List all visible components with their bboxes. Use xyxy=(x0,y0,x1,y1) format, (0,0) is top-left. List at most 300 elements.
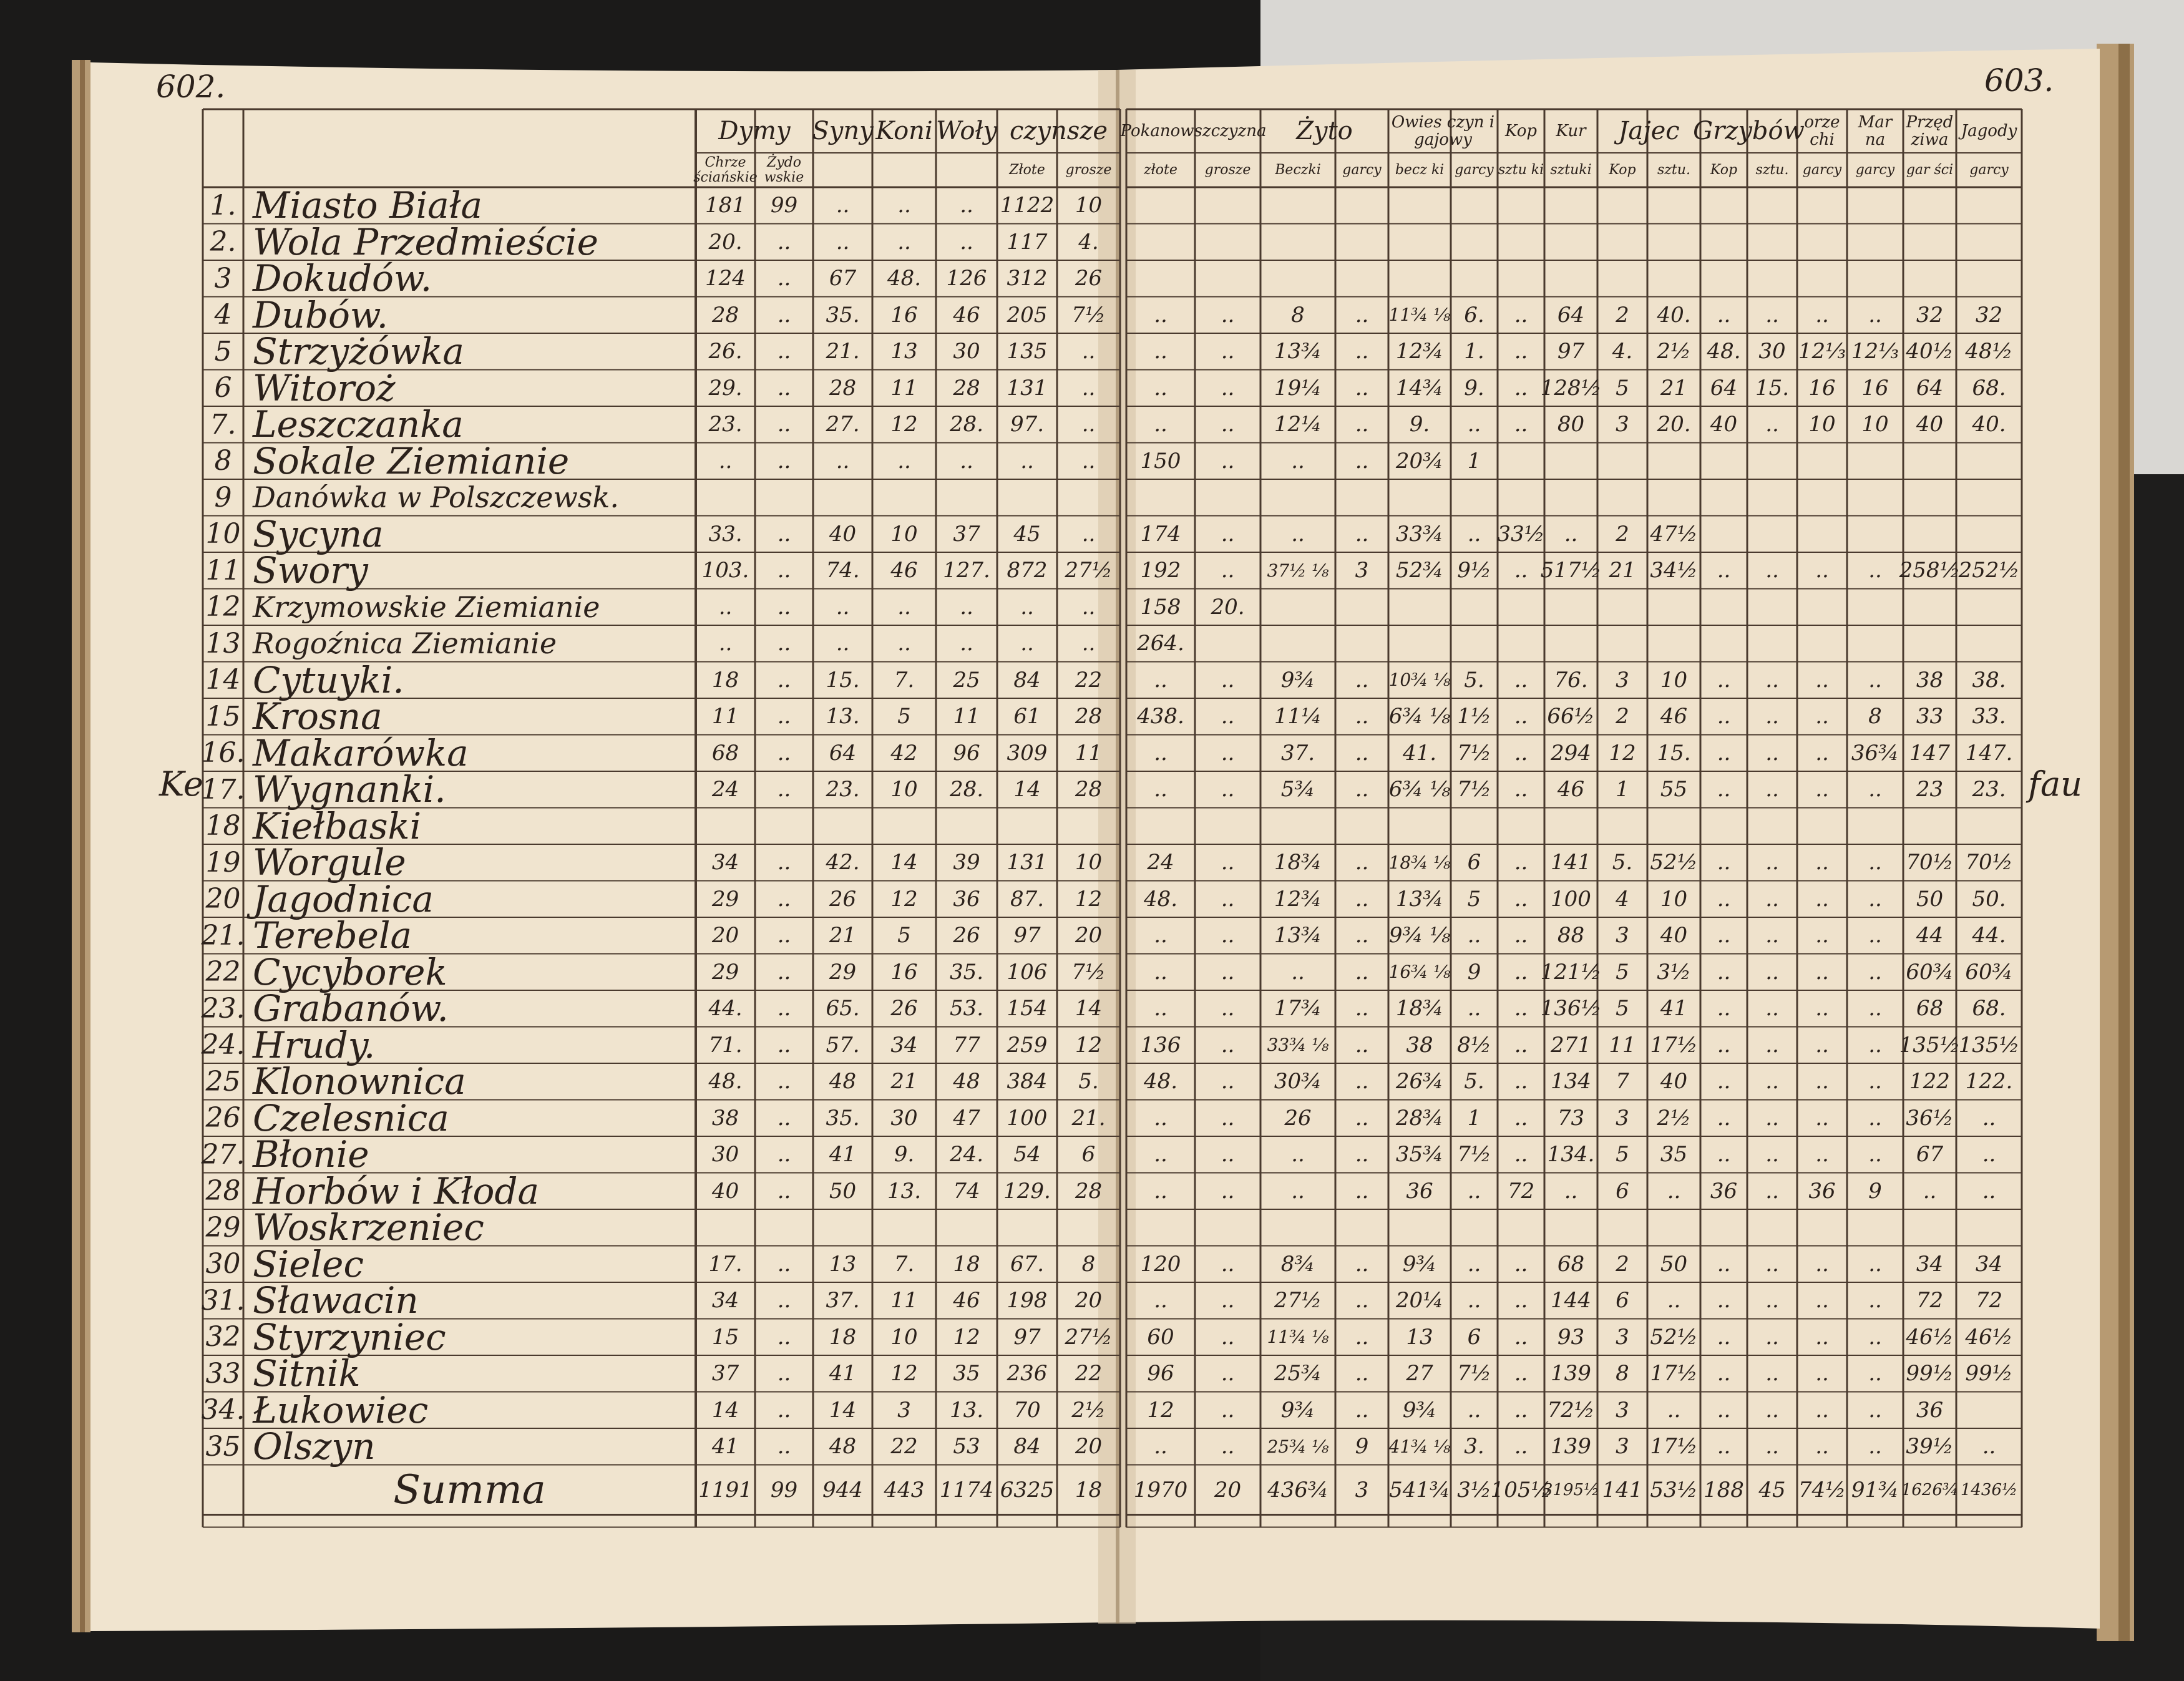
right-value: 44 xyxy=(1916,923,1944,948)
right-value: 9½ xyxy=(1457,558,1491,583)
row-number: 20 xyxy=(205,883,241,915)
right-value xyxy=(1956,808,2022,845)
right-value: 66½ xyxy=(1547,704,1595,729)
right-value: .. xyxy=(1221,558,1235,583)
left-value: 39 xyxy=(953,850,980,875)
left-value: 13 xyxy=(829,1251,857,1277)
row-number: 16. xyxy=(201,737,245,769)
left-value: 40 xyxy=(829,521,857,547)
left-value: 46 xyxy=(890,558,918,583)
right-value: 80 xyxy=(1557,412,1585,437)
left-value: 27½ xyxy=(1065,558,1113,583)
right-value: 23 xyxy=(1916,777,1944,802)
right-value: .. xyxy=(1154,1105,1168,1131)
place-name: Sławacin xyxy=(253,1279,419,1322)
left-value: 10 xyxy=(890,521,918,547)
right-value: 37½ ⅛ xyxy=(1267,560,1329,581)
place-name: Danówka w Polszczewsk. xyxy=(253,480,619,515)
left-value: 15 xyxy=(711,1324,739,1350)
right-value: 9. xyxy=(1409,412,1430,437)
left-value: .. xyxy=(777,1069,791,1094)
place-name: Sitnik xyxy=(253,1352,361,1395)
right-value: 136 xyxy=(1140,1032,1181,1058)
right-value: .. xyxy=(1514,923,1528,948)
right-value: 47½ xyxy=(1650,521,1698,547)
left-value: 236 xyxy=(1007,1361,1048,1386)
right-value xyxy=(1260,224,1335,261)
place-name: Jagodnica xyxy=(253,877,434,920)
right-value: .. xyxy=(1815,704,1829,729)
row-number: 2. xyxy=(210,226,236,258)
left-value: 71. xyxy=(708,1032,743,1058)
right-value: 70½ xyxy=(1906,850,1954,875)
left-value: .. xyxy=(897,193,911,218)
left-value: 14 xyxy=(890,850,918,875)
left-value: 13. xyxy=(826,704,860,729)
right-value: 5¾ xyxy=(1280,777,1315,802)
page-number-left: 602. xyxy=(156,69,226,105)
right-value: 16 xyxy=(1808,375,1836,401)
right-value: 16 xyxy=(1861,375,1889,401)
left-value: 7. xyxy=(894,667,915,693)
right-value: 122. xyxy=(1965,1069,2013,1094)
right-value: .. xyxy=(1154,375,1168,401)
header-right-8: Mar na xyxy=(1858,113,1893,149)
subheader-right-12: garcy xyxy=(1802,162,1842,178)
right-value: 10 xyxy=(1660,667,1688,693)
right-value: 25¾ xyxy=(1274,1361,1322,1386)
summa-right-value: 1626¾ xyxy=(1901,1480,1959,1499)
left-value: 65. xyxy=(826,996,860,1021)
right-value: 9¾ xyxy=(1402,1397,1437,1423)
left-value: .. xyxy=(836,594,850,620)
right-value: 12⅓ xyxy=(1798,339,1846,364)
right-value: 99½ xyxy=(1965,1361,2013,1386)
right-value: 38 xyxy=(1916,667,1944,693)
right-value xyxy=(1700,1209,1747,1246)
right-value: 8½ xyxy=(1457,1032,1491,1058)
left-value: 48 xyxy=(953,1069,980,1094)
right-value xyxy=(1335,224,1388,261)
row-number: 26 xyxy=(205,1102,241,1134)
left-value: 10 xyxy=(1075,850,1103,875)
row-number: 28 xyxy=(205,1175,241,1207)
right-value: .. xyxy=(1868,1105,1882,1131)
right-value: 9¾ ⅛ xyxy=(1388,923,1451,948)
left-value: 11 xyxy=(953,704,980,729)
right-value: .. xyxy=(1514,667,1528,693)
right-value: 7½ xyxy=(1457,1142,1491,1167)
right-value: .. xyxy=(1765,1142,1779,1167)
right-value: 18¾ xyxy=(1274,850,1322,875)
place-name: Leszczanka xyxy=(253,403,464,446)
right-value: 48. xyxy=(1143,1069,1178,1094)
right-value: 52¾ xyxy=(1395,558,1444,583)
right-value: 9 xyxy=(1467,959,1481,985)
right-value: .. xyxy=(1467,521,1481,547)
right-value: 21 xyxy=(1609,558,1636,583)
right-value: 9 xyxy=(1355,1434,1369,1459)
right-value: .. xyxy=(1514,777,1528,802)
left-value: .. xyxy=(897,594,911,620)
left-value: 12 xyxy=(890,412,918,437)
right-value: 72 xyxy=(1507,1178,1535,1204)
left-value: 48 xyxy=(829,1434,857,1459)
right-value: .. xyxy=(1514,850,1528,875)
right-value xyxy=(1451,260,1498,297)
right-value: 34 xyxy=(1916,1251,1944,1277)
right-value: .. xyxy=(1355,996,1369,1021)
right-value xyxy=(1126,224,1195,261)
left-value: 22 xyxy=(890,1434,918,1459)
right-value xyxy=(1797,479,1847,516)
right-value: .. xyxy=(1815,558,1829,583)
right-value xyxy=(1195,260,1260,297)
place-name: Krosna xyxy=(253,695,383,738)
right-value: 41¾ ⅛ xyxy=(1388,1436,1451,1457)
subheader-right-11: sztu. xyxy=(1755,162,1789,178)
summa-right-value: 74½ xyxy=(1798,1477,1846,1503)
right-value: 17½ xyxy=(1650,1361,1698,1386)
right-value: 12⅓ xyxy=(1851,339,1899,364)
right-value: .. xyxy=(1717,1434,1731,1459)
summa-left-value: 1174 xyxy=(939,1477,994,1503)
left-value: 10 xyxy=(1075,193,1103,218)
left-value: 17. xyxy=(708,1251,743,1277)
left-value: 16 xyxy=(890,959,918,985)
left-value: .. xyxy=(836,448,850,474)
right-value xyxy=(1956,443,2022,480)
right-value: .. xyxy=(1815,850,1829,875)
left-value: 28 xyxy=(1075,777,1103,802)
right-value: 46 xyxy=(1660,704,1688,729)
right-value: .. xyxy=(1221,704,1235,729)
right-value xyxy=(1903,589,1956,626)
right-value xyxy=(1126,479,1195,516)
header-left-0: Dymy xyxy=(718,117,791,145)
header-left-3: Woły xyxy=(935,117,998,145)
header-right-6: Grzybów xyxy=(1693,117,1805,145)
left-value: 103. xyxy=(701,558,749,583)
left-value: .. xyxy=(1081,448,1096,474)
left-value: 1122 xyxy=(1000,193,1055,218)
right-value xyxy=(1647,443,1700,480)
right-value: 2½ xyxy=(1657,1105,1691,1131)
right-value: 18¾ xyxy=(1395,996,1444,1021)
right-value xyxy=(1126,260,1195,297)
left-value: 48. xyxy=(887,266,922,291)
left-value: 198 xyxy=(1007,1288,1048,1313)
left-value: 100 xyxy=(1007,1105,1048,1131)
row-number: 9 xyxy=(214,481,232,514)
right-value: .. xyxy=(1221,1361,1235,1386)
right-value: 12¾ xyxy=(1395,339,1444,364)
right-value xyxy=(1335,260,1388,297)
left-value: 40 xyxy=(711,1178,739,1204)
right-value: 15. xyxy=(1657,740,1691,766)
left-value: .. xyxy=(777,229,791,255)
subheader-right-9: sztu. xyxy=(1657,162,1690,178)
right-value: .. xyxy=(1717,886,1731,912)
row-number: 6 xyxy=(214,372,232,404)
right-value: 8 xyxy=(1291,302,1305,328)
subheader-right-3: garcy xyxy=(1342,162,1382,178)
right-value: .. xyxy=(1467,412,1481,437)
right-value: 252½ xyxy=(1958,558,2020,583)
left-value: 41 xyxy=(829,1142,857,1167)
right-value: .. xyxy=(1815,777,1829,802)
right-value: 28¾ xyxy=(1395,1105,1444,1131)
left-value xyxy=(813,808,872,845)
left-value: 4. xyxy=(1078,229,1099,255)
right-value xyxy=(1335,625,1388,662)
left-value: .. xyxy=(960,193,973,218)
left-value: .. xyxy=(836,193,850,218)
right-value xyxy=(1260,1209,1335,1246)
row-number: 30 xyxy=(205,1248,241,1280)
left-value: 53 xyxy=(953,1434,980,1459)
place-name: Cycyborek xyxy=(253,950,447,993)
left-value: 12 xyxy=(1075,886,1103,912)
right-value: .. xyxy=(1221,1178,1235,1204)
right-value xyxy=(1388,808,1451,845)
right-value: 3 xyxy=(1616,923,1629,948)
right-value xyxy=(1747,224,1797,261)
right-value xyxy=(1700,516,1747,553)
right-value: 36 xyxy=(1710,1178,1738,1204)
right-value: 55 xyxy=(1660,777,1688,802)
left-value: .. xyxy=(960,229,973,255)
right-value xyxy=(1544,260,1597,297)
right-value: 50. xyxy=(1972,886,2006,912)
right-value: 36 xyxy=(1808,1178,1836,1204)
right-value: 9¾ xyxy=(1280,667,1315,693)
right-value: 3 xyxy=(1616,412,1629,437)
left-value: 312 xyxy=(1007,266,1048,291)
left-value: 28 xyxy=(711,302,739,328)
left-value: 67. xyxy=(1010,1251,1045,1277)
right-value: .. xyxy=(1765,959,1779,985)
left-value: .. xyxy=(777,521,791,547)
left-value xyxy=(813,1209,872,1246)
subheader-right-0: złote xyxy=(1144,162,1177,178)
right-value: .. xyxy=(1667,1397,1681,1423)
right-value xyxy=(1747,443,1797,480)
right-value xyxy=(1956,589,2022,626)
right-value: .. xyxy=(1514,1105,1528,1131)
right-value: .. xyxy=(1221,923,1235,948)
right-value xyxy=(1335,589,1388,626)
right-value: 67 xyxy=(1916,1142,1944,1167)
right-value: .. xyxy=(1221,1288,1235,1313)
right-value: 2 xyxy=(1616,1251,1629,1277)
subheader-right-13: garcy xyxy=(1855,162,1895,178)
right-value xyxy=(1903,187,1956,224)
right-value: 13¾ xyxy=(1395,886,1444,912)
right-value: 40 xyxy=(1916,412,1944,437)
right-value xyxy=(1597,1209,1647,1246)
row-number: 11 xyxy=(205,554,241,587)
right-value: 139 xyxy=(1551,1434,1591,1459)
left-value: 13 xyxy=(890,339,918,364)
left-value: .. xyxy=(777,704,791,729)
left-value: 35. xyxy=(826,302,860,328)
right-value: 6 xyxy=(1616,1288,1629,1313)
place-name: Sielec xyxy=(253,1242,364,1285)
place-name: Kiełbaski xyxy=(253,804,422,847)
right-value xyxy=(1335,479,1388,516)
left-value: 29. xyxy=(708,375,743,401)
right-value: 40 xyxy=(1660,1069,1688,1094)
place-name: Dubów. xyxy=(253,293,389,336)
right-value: .. xyxy=(1514,1142,1528,1167)
left-value: 42. xyxy=(826,850,860,875)
left-value: 14 xyxy=(829,1397,857,1423)
header-left-4: czynsze xyxy=(1009,117,1108,145)
row-number: 10 xyxy=(205,518,241,550)
place-name: Sokale Ziemianie xyxy=(253,439,570,482)
left-value: 14 xyxy=(1075,996,1103,1021)
right-value xyxy=(1260,625,1335,662)
header-right-7: orze chi xyxy=(1804,113,1840,149)
summa-right-value: 436¾ xyxy=(1267,1477,1328,1503)
right-value: .. xyxy=(1765,1178,1779,1204)
left-value: .. xyxy=(777,1434,791,1459)
right-value: 11¾ ⅛ xyxy=(1267,1327,1329,1348)
right-value: .. xyxy=(1717,704,1731,729)
right-value: 12¼ xyxy=(1274,412,1322,437)
left-value: 28 xyxy=(1075,704,1103,729)
right-value xyxy=(1700,224,1747,261)
right-value xyxy=(1956,516,2022,553)
right-value: .. xyxy=(1514,740,1528,766)
right-value: 26 xyxy=(1284,1105,1312,1131)
subheader-right-4: becz ki xyxy=(1395,162,1445,178)
right-value: 72½ xyxy=(1547,1397,1595,1423)
right-value: .. xyxy=(1514,886,1528,912)
left-value: 74. xyxy=(826,558,860,583)
left-value: 26 xyxy=(829,886,857,912)
right-value: 60¾ xyxy=(1965,959,2013,985)
left-value: .. xyxy=(777,959,791,985)
left-value: .. xyxy=(777,777,791,802)
right-value: .. xyxy=(1221,1032,1235,1058)
right-value: .. xyxy=(1221,777,1235,802)
left-value: 3 xyxy=(897,1397,911,1423)
left-value: .. xyxy=(1081,412,1096,437)
left-value xyxy=(1057,1209,1120,1246)
left-value: 36 xyxy=(953,886,980,912)
right-value: 3 xyxy=(1616,1324,1629,1350)
left-value: 26. xyxy=(708,339,743,364)
place-name: Swory xyxy=(253,549,368,592)
right-value xyxy=(1956,260,2022,297)
right-value: .. xyxy=(1221,1142,1235,1167)
left-value: .. xyxy=(718,448,733,474)
right-value xyxy=(1647,589,1700,626)
left-value: 22 xyxy=(1075,667,1103,693)
right-value xyxy=(1126,187,1195,224)
right-value xyxy=(1903,260,1956,297)
right-value: .. xyxy=(1355,1105,1369,1131)
left-value: 28 xyxy=(953,375,980,401)
right-value: .. xyxy=(1717,740,1731,766)
right-value: .. xyxy=(1868,1069,1882,1094)
left-value: 872 xyxy=(1007,558,1048,583)
right-value: 33¾ ⅛ xyxy=(1267,1035,1329,1056)
row-number: 34. xyxy=(201,1394,245,1426)
left-value: .. xyxy=(777,266,791,291)
right-value xyxy=(1647,187,1700,224)
right-value: 6 xyxy=(1467,1324,1481,1350)
right-value: 1 xyxy=(1616,777,1629,802)
right-value xyxy=(1847,260,1903,297)
right-value: 10 xyxy=(1660,886,1688,912)
right-value: .. xyxy=(1765,886,1779,912)
right-value: .. xyxy=(1514,558,1528,583)
row-number: 35 xyxy=(205,1430,241,1463)
right-value: .. xyxy=(1717,1251,1731,1277)
right-value xyxy=(1956,625,2022,662)
right-value: 1 xyxy=(1467,448,1481,474)
right-value: .. xyxy=(1717,667,1731,693)
right-value: .. xyxy=(1765,740,1779,766)
left-value: .. xyxy=(897,631,911,656)
place-name: Strzyżówka xyxy=(253,330,464,373)
right-value: 36½ xyxy=(1906,1105,1954,1131)
left-value: .. xyxy=(1081,339,1096,364)
right-value: .. xyxy=(1355,1361,1369,1386)
right-value: .. xyxy=(1154,667,1168,693)
right-value: .. xyxy=(1221,1105,1235,1131)
left-value: 48 xyxy=(829,1069,857,1094)
right-value: 44. xyxy=(1972,923,2006,948)
right-value: 144 xyxy=(1551,1288,1591,1313)
right-value: .. xyxy=(1717,1142,1731,1167)
right-value: 121½ xyxy=(1540,959,1602,985)
summa-left-value: 99 xyxy=(770,1477,798,1503)
right-value: .. xyxy=(1765,1324,1779,1350)
left-value: 7. xyxy=(894,1251,915,1277)
right-value: .. xyxy=(1355,448,1369,474)
right-value: .. xyxy=(1291,448,1305,474)
place-name: Styrzyniec xyxy=(253,1315,446,1358)
row-number: 18 xyxy=(205,810,241,842)
right-value: 68 xyxy=(1557,1251,1585,1277)
right-value: .. xyxy=(1765,850,1779,875)
right-value: 20¼ xyxy=(1395,1288,1444,1313)
left-value: 21. xyxy=(826,339,860,364)
left-value: 117 xyxy=(1007,229,1048,255)
right-value: 25¾ ⅛ xyxy=(1267,1436,1329,1457)
place-name: Horbów i Kłoda xyxy=(253,1169,540,1212)
right-value: 14¾ xyxy=(1395,375,1444,401)
right-value xyxy=(1335,808,1388,845)
left-value: 18 xyxy=(829,1324,857,1350)
left-value: 16 xyxy=(890,302,918,328)
left-value: 35. xyxy=(826,1105,860,1131)
right-value xyxy=(1797,187,1847,224)
right-value: 135½ xyxy=(1899,1032,1961,1058)
right-value: 16¾ ⅛ xyxy=(1388,962,1451,983)
left-value: 20 xyxy=(1075,1434,1103,1459)
right-value xyxy=(1647,625,1700,662)
right-value: .. xyxy=(1765,1434,1779,1459)
left-value: 24. xyxy=(949,1142,984,1167)
right-value: .. xyxy=(1291,959,1305,985)
left-value: .. xyxy=(777,850,791,875)
right-value xyxy=(1797,1209,1847,1246)
